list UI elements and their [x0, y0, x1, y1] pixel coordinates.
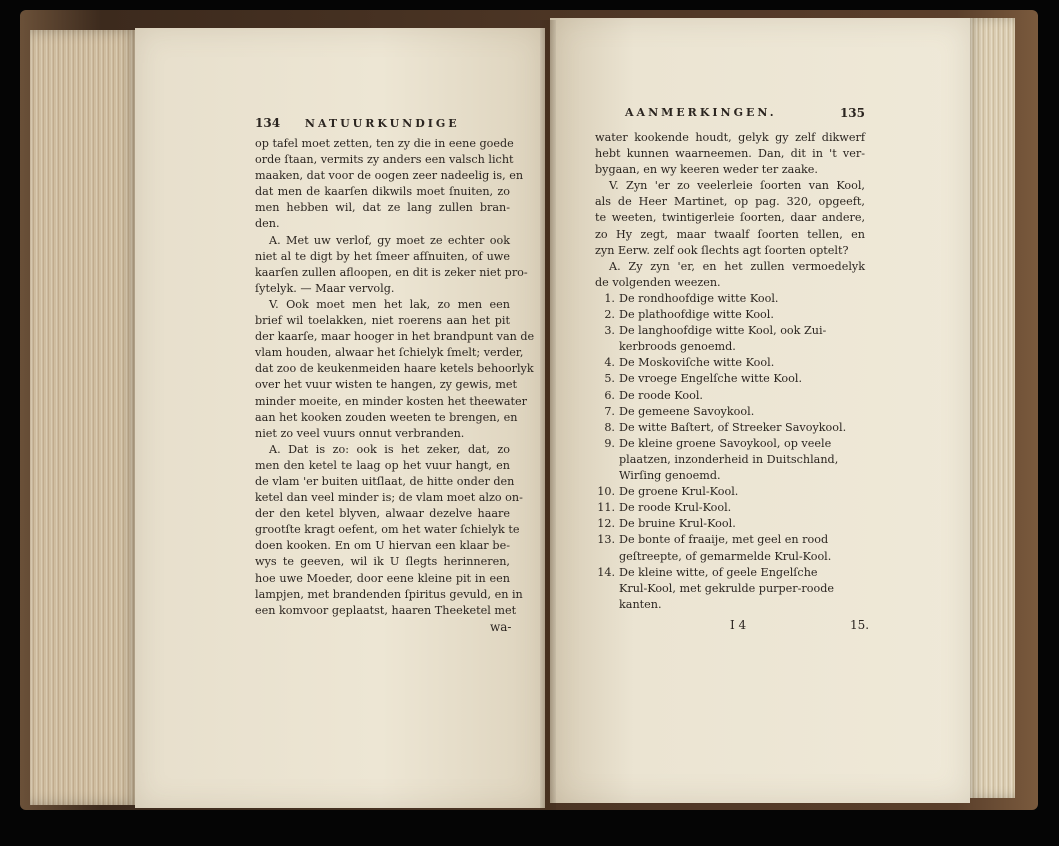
list-item-number: 13. [597, 533, 615, 547]
left-running-head [255, 116, 460, 130]
list-item-number: 5. [604, 372, 615, 386]
right-body-text [595, 130, 865, 291]
list-item-text: De kleine witte, of geele Engelſche [619, 565, 818, 579]
text-line: A. Met uw verlof, gy moet ze echter ook [269, 233, 510, 247]
text-line: ketel dan veel minder is; de vlam moet alzo on- [255, 491, 523, 505]
signature-mark: I 4 [730, 618, 747, 632]
list-item [595, 371, 870, 387]
list-item-number: 14. [597, 565, 615, 579]
text-line: niet al te digt by het ſmeer afſnuiten, of uwe [255, 249, 510, 263]
text-line: vlam houden, alwaar het ſchielyk ſmelt; verder, [255, 346, 524, 360]
list-item [595, 291, 870, 307]
text-line: dat men de kaarſen dikwils moet ſnuiten, zo [255, 185, 510, 199]
page-edges-right [965, 18, 1015, 798]
list-item-number: 11. [597, 501, 615, 515]
text-line: te weeten, twintigerleie ſoorten, daar andere, [595, 211, 865, 225]
text-line: minder moeite, en minder kosten het theewater [255, 394, 527, 408]
list-item [595, 404, 870, 420]
list-item [595, 516, 870, 532]
list-item-text: De bruine Krul-Kool. [619, 517, 736, 531]
list-item-text: De groene Krul-Kool. [619, 485, 739, 499]
text-line: ſytelyk. — Maar vervolg. [255, 281, 395, 295]
list-item-number: 7. [604, 404, 615, 418]
list-item-continuation: geſtreepte, of gemarmelde Krul-Kool. [619, 549, 832, 563]
text-line: water kookende houdt, gelyk gy zelf dikwerf [595, 131, 865, 144]
page-edges-left [30, 30, 140, 805]
list-item-number: 8. [604, 420, 615, 434]
right-catchword: 15. [850, 618, 870, 632]
list-item-text: De kleine groene Savoykool, op veele [619, 436, 832, 450]
list-item-continuation: kerbroods genoemd. [619, 340, 736, 354]
list-item-text: De plathoofdige witte Kool. [619, 308, 774, 322]
left-body-text [255, 136, 535, 619]
text-line: brief wil toelakken, niet roerens aan het pit [255, 314, 510, 328]
text-line: zo Hy zegt, maar twaalf ſoorten tellen, en [595, 227, 865, 241]
left-catchword: wa- [490, 620, 512, 634]
text-line: niet zo veel vuurs onnut verbranden. [255, 426, 465, 440]
text-line: A. Dat is zo: ook is het zeker, dat, zo [269, 442, 510, 456]
text-line: grootſte kragt oefent, om het water ſchielyk te [255, 523, 520, 537]
list-item-text: De rondhoofdige witte Kool. [619, 292, 779, 305]
text-line: op tafel moet zetten, ten zy die in eene goede [255, 137, 514, 150]
list-item [595, 532, 870, 564]
text-line: men hebben wil, dat ze lang zullen bran- [255, 201, 510, 215]
list-item-number: 4. [604, 356, 615, 370]
right-head-title: AANMERKINGEN. [625, 106, 777, 119]
text-line: hoe uwe Moeder, door eene kleine pit in een [255, 571, 510, 585]
list-item-text: De witte Baſtert, of Streeker Savoykool. [619, 420, 847, 434]
right-page [550, 18, 970, 803]
list-item-text: De gemeene Savoykool. [619, 404, 755, 418]
text-line: kaarſen zullen afloopen, en dit is zeker niet pro- [255, 265, 528, 279]
kool-list [595, 291, 870, 613]
list-item-continuation: Krul-Kool, met gekrulde purper-roode kanten. [619, 581, 835, 611]
list-item [595, 388, 870, 404]
list-item-number: 10. [597, 485, 615, 499]
text-line: een komvoor geplaatst, haaren Theeketel met [255, 603, 517, 617]
text-line: over het vuur wisten te hangen, zy gewis, met [255, 378, 518, 392]
text-line: aan het kooken zouden weeten te brengen, en [255, 410, 518, 424]
text-line: A. Zy zyn 'er, en het zullen vermoedelyk [609, 259, 865, 273]
list-item-number: 9. [604, 436, 615, 450]
list-item [595, 484, 870, 500]
list-item-number: 2. [604, 308, 615, 322]
text-line: den. [255, 217, 280, 231]
list-item-text: De roode Kool. [619, 388, 703, 402]
text-line: maaken, dat voor de oogen zeer nadeelig is, en [255, 169, 524, 183]
text-line: orde ſtaan, vermits zy anders een valsch licht [255, 153, 514, 167]
gutter-shadow [540, 20, 556, 810]
text-line: als de Heer Martinet, op pag. 320, opgeeft, [595, 195, 865, 209]
text-line: wys te geeven, wil ik U ſlegts herinneren, [255, 555, 510, 569]
list-item-text: De vroege Engelſche witte Kool. [619, 372, 803, 386]
list-item-number: 1. [604, 292, 615, 305]
list-item-text: De bonte of fraaije, met geel en rood [619, 533, 829, 547]
text-line: men den ketel te laag op het vuur hangt, en [255, 458, 510, 472]
text-line: V. Ook moet men het lak, zo men een [269, 297, 510, 311]
text-line: dat zoo de keukenmeiden haare ketels behoorlyk [255, 362, 534, 376]
text-line: doen kooken. En om U hiervan een klaar be- [255, 539, 510, 553]
text-line: de volgenden weezen. [595, 275, 721, 289]
list-item [595, 565, 870, 613]
list-item [595, 323, 870, 355]
list-item-text: De Moskoviſche witte Kool. [619, 356, 775, 370]
list-item-number: 3. [604, 324, 615, 338]
list-item [595, 500, 870, 516]
text-line: lampjen, met brandenden ſpiritus gevuld, en in [255, 587, 523, 601]
right-page-number: 135 [839, 106, 865, 120]
list-item-continuation: plaatzen, inzonderheid in Duitschland, Wirſing genoemd. [619, 452, 839, 483]
text-line: der kaarſe, maar hooger in het brandpunt van de [255, 330, 535, 344]
text-line: bygaan, en wy keeren weder ter zaake. [595, 163, 818, 177]
list-item [595, 355, 870, 371]
right-running-head [625, 106, 865, 119]
text-line: de vlam 'er buiten uitſlaat, de hitte onder den [255, 474, 515, 488]
list-item [595, 307, 870, 323]
left-page-number: 134 [255, 116, 281, 130]
text-line: hebt kunnen waarneemen. Dan, dit in 't ver- [595, 147, 865, 161]
left-page [135, 28, 545, 808]
list-item-text: De langhoofdige witte Kool, ook Zui- [619, 324, 827, 338]
list-item-number: 6. [604, 388, 615, 402]
left-head-title: NATUURKUNDIGE [304, 117, 460, 130]
list-item [595, 420, 870, 436]
text-line: V. Zyn 'er zo veelerleie ſoorten van Kool, [609, 179, 865, 193]
text-line: zyn Eerw. zelf ook ſlechts agt ſoorten optelt? [595, 243, 849, 257]
text-line: der den ketel blyven, alwaar dezelve haare [255, 507, 510, 521]
list-item-text: De roode Krul-Kool. [619, 501, 732, 515]
list-item-number: 12. [597, 517, 615, 531]
list-item [595, 436, 870, 484]
